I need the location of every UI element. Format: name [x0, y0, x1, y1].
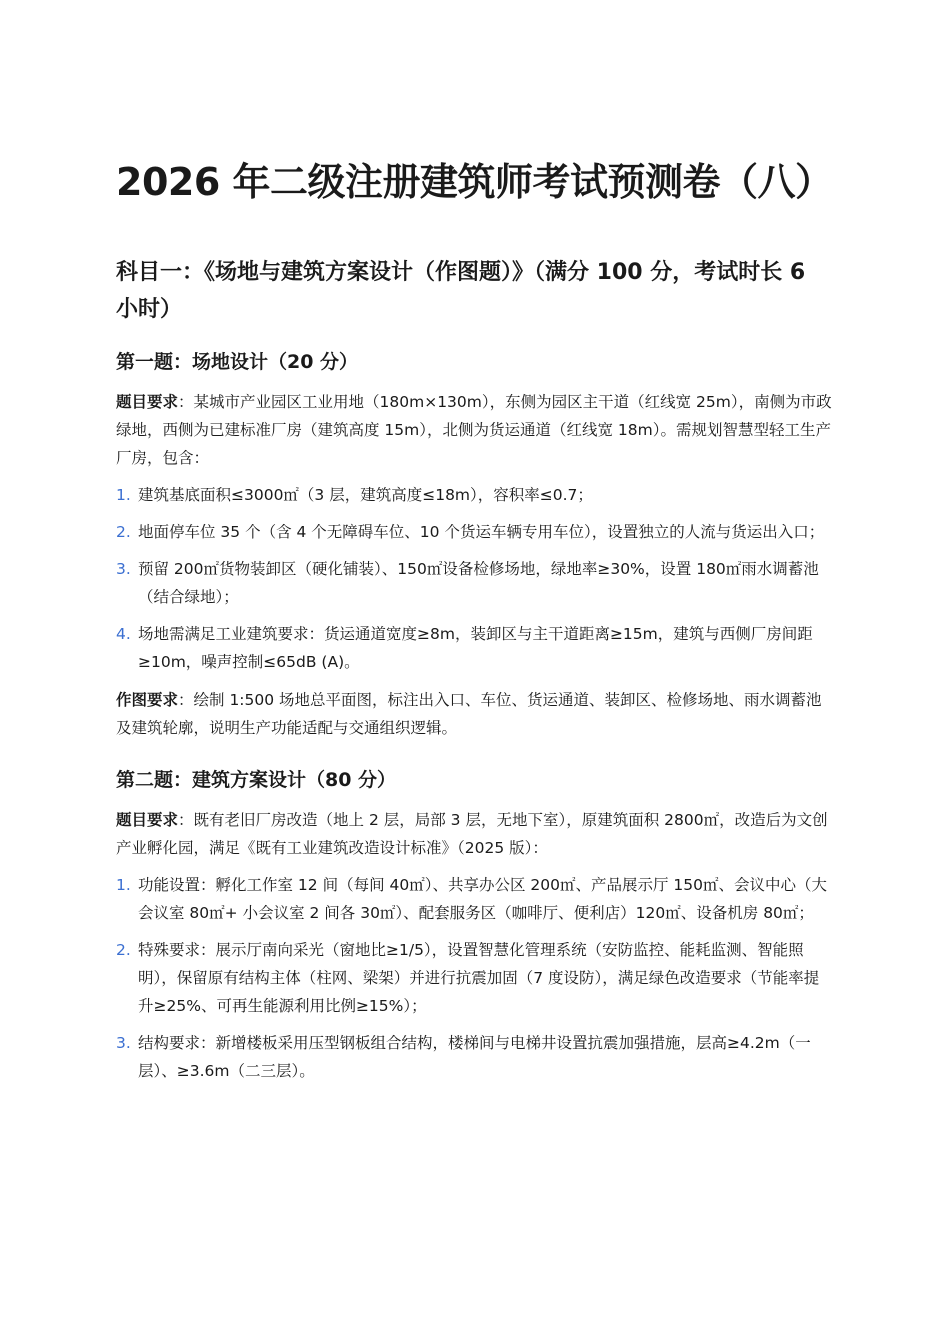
subject-heading: 科目一：《场地与建筑方案设计（作图题）》（满分 100 分，考试时长 6 小时）	[116, 260, 806, 322]
question-1-drawing-requirement	[116, 686, 832, 742]
list-text: 结构要求：新增楼板采用压型钢板组合结构，楼梯间与电梯井设置抗震加强措施，层高≥4.2m（一层）、≥3.6m（二三层）。	[138, 1034, 811, 1080]
list-number: 3.	[116, 560, 131, 578]
question-1	[116, 346, 832, 742]
list-text: 建筑基底面积≤3000㎡（3 层，建筑高度≤18m），容积率≤0.7；	[138, 486, 593, 504]
list-text: 特殊要求：展示厅南向采光（窗地比≥1/5），设置智慧化管理系统（安防监控、能耗监测、智能照明），保留原有结构主体（柱网、梁架）并进行抗震加固（7 度设防），满足绿色改造要求（节能率提升≥25%、可再生能源利用比例≥15%）；	[138, 941, 820, 1015]
list-text: 功能设置：孵化工作室 12 间（每间 40㎡）、共享办公区 200㎡、产品展示厅 150㎡、会议中心（大会议室 80㎡+ 小会议室 2 间各 30㎡）、配套服务区（咖啡厅、便利店）120㎡、设备机房 80㎡；	[138, 876, 828, 922]
drawing-text: ：绘制 1:500 场地总平面图，标注出入口、车位、货运通道、装卸区、检修场地、雨水调蓄池及建筑轮廓，说明生产功能适配与交通组织逻辑。	[116, 691, 822, 737]
list-text: 预留 200㎡货物装卸区（硬化铺装）、150㎡设备检修场地，绿地率≥30%，设置 180㎡雨水调蓄池（结合绿地）；	[138, 560, 819, 606]
list-item	[116, 1029, 832, 1085]
list-number: 3.	[116, 1034, 131, 1052]
list-item	[116, 936, 832, 1020]
list-number: 4.	[116, 625, 131, 643]
question-2-requirement	[116, 806, 832, 862]
list-item	[116, 555, 832, 611]
question-2	[116, 764, 832, 1085]
list-number: 1.	[116, 876, 131, 894]
requirement-text: ：既有老旧厂房改造（地上 2 层，局部 3 层，无地下室），原建筑面积 2800㎡，改造后为文创产业孵化园，满足《既有工业建筑改造设计标准》（2025 版）：	[116, 811, 828, 857]
question-2-heading: 第二题：建筑方案设计（80 分）	[116, 769, 397, 791]
requirement-label: 题目要求	[116, 811, 179, 829]
drawing-label: 作图要求	[116, 691, 179, 709]
list-item	[116, 871, 832, 927]
question-1-requirement	[116, 388, 832, 472]
list-number: 1.	[116, 486, 131, 504]
list-item	[116, 620, 832, 676]
requirement-label: 题目要求	[116, 393, 179, 411]
list-text: 场地需满足工业建筑要求：货运通道宽度≥8m，装卸区与主干道距离≥15m，建筑与西侧厂房间距≥10m，噪声控制≤65dB (A)。	[138, 625, 813, 671]
question-1-heading: 第一题：场地设计（20 分）	[116, 351, 359, 373]
list-number: 2.	[116, 941, 131, 959]
list-item	[116, 481, 832, 509]
list-text: 地面停车位 35 个（含 4 个无障碍车位、10 个货运车辆专用车位），设置独立的人流与货运出入口；	[138, 523, 825, 541]
question-1-list	[116, 481, 832, 676]
requirement-text: ：某城市产业园区工业用地（180m×130m），东侧为园区主干道（红线宽 25m），南侧为市政绿地，西侧为已建标准厂房（建筑高度 15m），北侧为货运通道（红线宽 18m）。需规划智慧型轻工生产厂房，包含：	[116, 393, 832, 467]
list-item	[116, 518, 832, 546]
document-title: 2026 年二级注册建筑师考试预测卷（八）	[116, 160, 833, 204]
list-number: 2.	[116, 523, 131, 541]
question-2-list	[116, 871, 832, 1085]
